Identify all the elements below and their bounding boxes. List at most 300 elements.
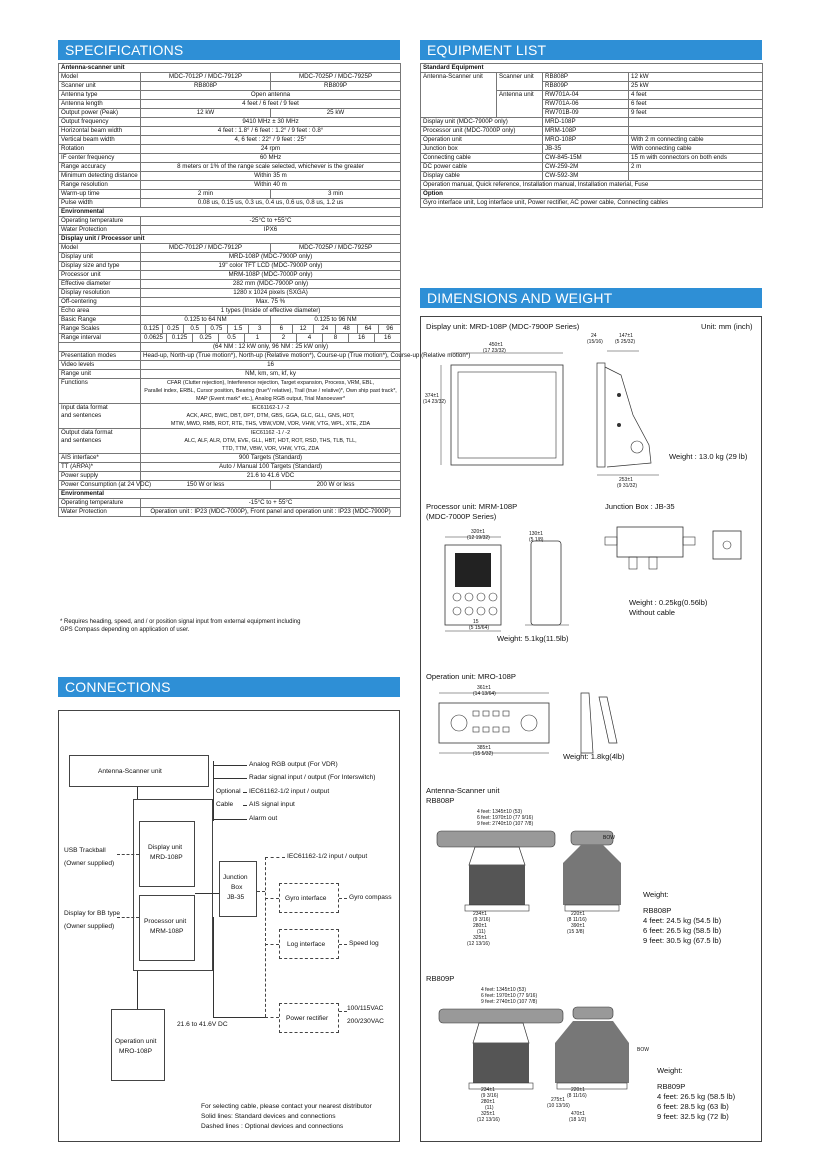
eq-cell [629, 127, 763, 136]
eq-cell [629, 172, 763, 181]
eq-cell: MRO-108P [543, 136, 629, 145]
dimensions-panel [420, 316, 762, 1142]
junction-box-title: Junction Box : JB-35 [605, 502, 675, 511]
eq-cell: RW701B-09 [543, 109, 629, 118]
spec-label [59, 343, 141, 352]
connector-line [137, 971, 138, 1009]
spec-label: TT (ARPA)* [59, 463, 141, 472]
connector-line [213, 819, 247, 820]
spec-line: Parallel index, ERBL, Cursor position, Bearing (true*/ relative), Trail (true / relative)*, Own ship past track*, [144, 388, 397, 394]
dashed-line [257, 891, 265, 892]
spec-value: 19" color TFT LCD (MDC-7900P only) [141, 262, 401, 271]
spec-label: Scanner unit [59, 82, 141, 91]
eq-cell: 12 kW [629, 73, 763, 82]
spec-value: 200 W or less [271, 481, 401, 490]
spec-row [59, 379, 401, 404]
spec-label: Basic Range [59, 316, 141, 325]
operation-unit-weight: Weight: 1.8kg(4lb) [563, 752, 625, 761]
spec-section-label: Environmental [59, 490, 401, 499]
dim-label: 361±1 [477, 685, 491, 691]
spec-grid [141, 334, 401, 343]
connector-line [213, 761, 214, 821]
dim-label: (14 13/64) [473, 691, 496, 697]
spec-row [59, 481, 401, 490]
spec-section-label: Antenna-scanner unit [59, 64, 401, 73]
spec-label: Range interval [59, 334, 141, 343]
range-value: 12 [292, 325, 314, 333]
spec-value: Max. 75 % [141, 298, 401, 307]
dim-label: (15/16) [587, 339, 603, 345]
spec-label: Output frequency [59, 118, 141, 127]
eq-cell: DC power cable [421, 163, 543, 172]
range-value: 0.5 [218, 334, 244, 342]
junction-model: JB-35 [227, 894, 245, 901]
rb809-weight-model: RB809P [657, 1082, 686, 1091]
spec-label: Display unit [59, 253, 141, 262]
range-value: 1 [244, 334, 270, 342]
spec-row [59, 307, 401, 316]
spec-label: Pulse width [59, 199, 141, 208]
dim-label: (11) [477, 929, 486, 935]
eq-cell: CW-592-3M [543, 172, 629, 181]
range-value: 0.75 [205, 325, 227, 333]
spec-value: Head-up, North-up (True motion*), North-up (Relative motion*), Course-up (True motion*), Course-up (Relative motion*) [141, 352, 401, 361]
dim-label: 4 feet: 1345±10 (53) [481, 987, 526, 993]
dim-label: 470±1 [571, 1111, 585, 1117]
spec-label: Input data format and sentences [59, 404, 141, 429]
gyro-interface-label: Gyro interface [285, 895, 327, 902]
dim-label: 220±1 [571, 911, 585, 917]
display-unit-model: MRD-108P [150, 854, 183, 861]
spec-row [59, 181, 401, 190]
rb809-weight-6ft: 6 feet: 28.5 kg (63 lb) [657, 1102, 729, 1111]
eq-cell: Operation unit [421, 136, 543, 145]
dim-label: (9 31/32) [617, 483, 638, 489]
spec-row [59, 244, 401, 253]
processor-unit-label: Processor unit [144, 918, 187, 925]
connector-line [213, 765, 247, 766]
spec-line: ACK, ARC, BWC, DBT, DPT, DTM, GBS, GGA, GLC, GLL, GNS, HDT, [186, 413, 355, 419]
spec-line: MTW, MWD, RMB, ROT, RTE, THS, VBW,VDM, VDR, VHW, VTG, WPL, XTE, ZDA [170, 421, 371, 427]
gyro-interface-box [279, 883, 339, 913]
eq-cell: 6 feet [629, 100, 763, 109]
spec-value: 8 meters or 1% of the range scale selected, whichever is the greater [141, 163, 401, 172]
spec-row [59, 298, 401, 307]
dim-label: 4 feet: 1345±10 (53) [477, 809, 522, 815]
spec-label: Presentation modes [59, 352, 141, 361]
dim-label: 9 feet: 2740±10 (107 7/8) [481, 999, 538, 1005]
antenna-scanner-label: Antenna-Scanner unit [98, 768, 162, 775]
spec-value: 24 rpm [141, 145, 401, 154]
dim-label: 280±1 [473, 923, 487, 929]
display-unit-title: Display unit: MRD-108P (MDC-7900P Series) [426, 322, 580, 331]
dashed-line [265, 898, 279, 899]
spec-label: Model [59, 73, 141, 82]
eq-cell: Antenna unit [497, 91, 543, 118]
spec-label: Functions [59, 379, 141, 404]
dim-label: (15 3/8) [567, 929, 585, 935]
dashed-line [117, 917, 139, 918]
spec-value: 60 MHz [141, 154, 401, 163]
dim-label: 325±1 [481, 1111, 495, 1117]
power-rectifier-box [279, 1003, 339, 1033]
spec-label: Effective diameter [59, 280, 141, 289]
spec-value: 4, 6 feet : 22° / 9 feet : 25° [141, 136, 401, 145]
option-label: Option [421, 190, 763, 199]
eq-cell: 2 m [629, 163, 763, 172]
spec-label: Minimum detecting distance [59, 172, 141, 181]
dim-label: 220±1 [571, 1087, 585, 1093]
dim-label: 280±1 [481, 1099, 495, 1105]
range-value: 16 [348, 334, 374, 342]
operation-unit-box [111, 1009, 165, 1081]
spec-multi-value [141, 379, 401, 404]
spec-row [59, 109, 401, 118]
spec-label: Warm-up time [59, 190, 141, 199]
spec-row [59, 190, 401, 199]
spec-row [59, 118, 401, 127]
connector-line [213, 917, 214, 1017]
rb808-weight-9ft: 9 feet: 30.5 kg (67.5 lb) [643, 936, 722, 945]
dim-label: 130±1 [529, 531, 543, 537]
dim-label: 9 feet: 2740±10 (107 7/8) [477, 821, 534, 827]
dim-label: (18 1/2) [569, 1117, 587, 1123]
manuals-row: Operation manual, Quick reference, Installation manual, Installation material, Fuse [421, 181, 763, 190]
dim-label: 24 [591, 333, 597, 339]
spec-value: MRD-108P (MDC-7900P only) [141, 253, 401, 262]
eq-cell: 4 feet [629, 91, 763, 100]
dim-label: (12 13/16) [477, 1117, 500, 1123]
eq-cell: RB809P [543, 82, 629, 91]
display-unit-label: Display unit [148, 844, 183, 851]
spec-label: Display resolution [59, 289, 141, 298]
spec-row [59, 463, 401, 472]
spec-row [59, 82, 401, 91]
range-value: 0.125 [166, 334, 192, 342]
equipment-table [420, 63, 763, 208]
spec-line: TTD, TTM, VBW, VDR, VHW, VTG, ZDA [222, 446, 319, 452]
signal-ais: AIS signal input [249, 801, 295, 808]
range-value: 16 [374, 334, 400, 342]
dim-label: (12 13/16) [467, 941, 490, 947]
spec-row [59, 100, 401, 109]
dim-label: 253±1 [619, 477, 633, 483]
connector-line [213, 1017, 265, 1018]
equipment-list-header: EQUIPMENT LIST [420, 40, 762, 60]
range-value: 48 [335, 325, 357, 333]
range-value: 4 [296, 334, 322, 342]
range-value: 0.0625 [144, 334, 163, 341]
spec-row [59, 154, 401, 163]
spec-section-label: Display unit / Processor unit [59, 235, 401, 244]
spec-line: CFAR (Clutter rejection), Interference rejection, Target expansion, Process, VRM, EBL, [167, 380, 374, 386]
range-value: 0.25 [162, 325, 184, 333]
dim-label: (5 1/8) [529, 537, 544, 543]
spec-value: -15°C to + 55°C [141, 499, 401, 508]
dc-label: 21.6 to 41.6V DC [177, 1021, 228, 1028]
dim-label: 390±1 [571, 923, 585, 929]
eq-cell: JB-35 [543, 145, 629, 154]
range-value: 0.5 [183, 325, 205, 333]
bow-label: BOW [603, 835, 615, 841]
dim-label: (17 23/32) [483, 348, 506, 354]
spec-line: IEC61162 -1 / -2 [250, 430, 291, 436]
operation-unit-title: Operation unit: MRO-108P [426, 672, 516, 681]
vac-1-label: 100/115VAC [347, 1005, 384, 1012]
eq-cell: RW701A-06 [543, 100, 629, 109]
eq-cell: Display cable [421, 172, 543, 181]
spec-value: 282 mm (MDC-7900P only) [141, 280, 401, 289]
spec-row [59, 334, 401, 343]
dim-label: 325±1 [473, 935, 487, 941]
spec-label: AIS interface* [59, 454, 141, 463]
spec-label: Range unit [59, 370, 141, 379]
spec-footnote: * Requires heading, speed, and / or position signal input from external equipment including GPS Compass depending on application of user. [60, 619, 301, 633]
dim-label: (5 25/32) [615, 339, 636, 345]
connections-header: CONNECTIONS [58, 677, 400, 697]
spec-label: Range resolution [59, 181, 141, 190]
spec-row [59, 404, 401, 429]
spec-row [59, 172, 401, 181]
display-unit-drawing [431, 335, 671, 485]
eq-cell: RB808P [543, 73, 629, 82]
processor-unit-box [139, 895, 195, 961]
rb809-weight-label: Weight: [657, 1066, 683, 1075]
spec-value: 3 min [271, 190, 401, 199]
spec-row [59, 499, 401, 508]
spec-value: RB808P [141, 82, 271, 91]
connector-line [213, 778, 247, 779]
dashed-line [339, 1011, 347, 1012]
operation-unit-label: Operation unit [115, 1038, 157, 1045]
spec-value: Auto / Manual 100 Targets (Standard) [141, 463, 401, 472]
spec-value: 1280 x 1024 pixels (SXGA) [141, 289, 401, 298]
spec-section-label: Environmental [59, 208, 401, 217]
spec-value: Within 35 m [141, 172, 401, 181]
eq-cell: 25 kW [629, 82, 763, 91]
dim-label: (12 19/32) [467, 535, 490, 541]
spec-row [59, 226, 401, 235]
spec-value: MDC-7025P / MDC-7925P [271, 244, 401, 253]
spec-value: -25°C to +55°C [141, 217, 401, 226]
dim-label: 374±1 [425, 393, 439, 399]
spec-row [59, 199, 401, 208]
rb808-weight-label: Weight: [643, 890, 669, 899]
spec-row [59, 508, 401, 517]
dashed-line [265, 857, 285, 858]
spec-value: 1 types (Inside of effective diameter) [141, 307, 401, 316]
range-value: 1.5 [227, 325, 249, 333]
cable-label: Cable [216, 801, 234, 808]
spec-value: MDC-7012P / MDC-7912P [141, 244, 271, 253]
eq-cell: With 2 m connecting cable [629, 136, 763, 145]
junction-box-weight: Weight : 0.25kg(0.56lb) [629, 598, 708, 607]
iec-io-label: IEC61162-1/2 input / output [287, 853, 368, 860]
spec-row [59, 136, 401, 145]
dim-label: 6 feet: 1970±10 (77 9/16) [481, 993, 538, 999]
eq-cell: CW-259-2M [543, 163, 629, 172]
spec-label: Output data format and sentences [59, 429, 141, 454]
unit-label: Unit: mm (inch) [701, 322, 753, 331]
rb809-weight-9ft: 9 feet: 32.5 kg (72 lb) [657, 1112, 729, 1121]
spec-value: Within 40 m [141, 181, 401, 190]
spec-label: Operating temperature [59, 217, 141, 226]
processor-unit-drawing [433, 531, 583, 641]
spec-label: Model [59, 244, 141, 253]
rb809-title: RB809P [426, 974, 455, 983]
eq-cell: Junction box [421, 145, 543, 154]
spec-label: Processor unit [59, 271, 141, 280]
spec-label: Range accuracy [59, 163, 141, 172]
dim-label: (8 11/16) [567, 1093, 587, 1099]
dim-label: (10 13/16) [547, 1103, 570, 1109]
dashed-line [265, 1017, 279, 1018]
owner-supplied-1: (Owner supplied) [64, 860, 115, 867]
dim-label: (11) [485, 1105, 494, 1111]
spec-label: Water Protection [59, 226, 141, 235]
eq-cell [629, 118, 763, 127]
dim-label: 275±1 [551, 1097, 565, 1103]
spec-row [59, 253, 401, 262]
eq-cell: MRD-108P [543, 118, 629, 127]
spec-value: MDC-7025P / MDC-7925P [271, 73, 401, 82]
log-interface-label: Log interface [287, 941, 326, 948]
dashed-line [339, 944, 347, 945]
range-value: 8 [322, 334, 348, 342]
speed-log-label: Speed log [349, 940, 379, 947]
usb-trackball-label: USB Trackball [64, 847, 106, 854]
spec-value: MDC-7012P / MDC-7912P [141, 73, 271, 82]
eq-cell: RW701A-04 [543, 91, 629, 100]
antenna-title: Antenna-Scanner unit [426, 786, 500, 795]
spec-value: 4 feet : 1.8° / 6 feet : 1.2° / 9 feet : 0.8° [141, 127, 401, 136]
rb808-weight-4ft: 4 feet: 24.5 kg (54.5 lb) [643, 916, 722, 925]
dim-label: 385±1 [477, 745, 491, 751]
dim-label: (9 3/16) [481, 1093, 499, 1099]
range-value: 96 [378, 325, 400, 333]
spec-line: IEC61162-1 / -2 [251, 405, 290, 411]
eq-cell: 9 feet [629, 109, 763, 118]
junction-box-note: Without cable [629, 608, 676, 617]
signal-alarm: Alarm out [249, 815, 278, 822]
spec-row [59, 472, 401, 481]
processor-unit-series: (MDC-7000P Series) [426, 512, 497, 521]
spec-label: Power supply [59, 472, 141, 481]
spec-value: MRM-108P (MDC-7000P only) [141, 271, 401, 280]
signal-iec: IEC61162-1/2 input / output [249, 788, 330, 795]
range-value: 0.125 [143, 325, 160, 332]
spec-label: Water Protection [59, 508, 141, 517]
spec-value: 150 W or less [141, 481, 271, 490]
connector-line [243, 805, 247, 806]
spec-row [59, 352, 401, 361]
spec-value: 2 min [141, 190, 271, 199]
spec-label: IF center frequency [59, 154, 141, 163]
display-unit-weight: Weight : 13.0 kg (29 lb) [669, 452, 748, 461]
spec-label: Echo area [59, 307, 141, 316]
spec-row [59, 262, 401, 271]
spec-value: 16 [141, 361, 401, 370]
signal-rgb: Analog RGB output (For VDR) [249, 761, 338, 768]
spec-value: 25 kW [271, 109, 401, 118]
junction-box-drawing [601, 517, 751, 597]
processor-unit-title: Processor unit: MRM-108P [426, 502, 518, 511]
dim-label: (9 3/16) [473, 917, 491, 923]
dim-label: (8 11/16) [567, 917, 587, 923]
range-value: 2 [270, 334, 296, 342]
spec-row [59, 217, 401, 226]
spec-row [59, 163, 401, 172]
spec-value: 21.6 to 41.6 VDC [141, 472, 401, 481]
range-value: 64 [357, 325, 379, 333]
dim-label: 234±1 [481, 1087, 495, 1093]
antenna-scanner-box [69, 755, 209, 787]
spec-line: MAP (Event mark* etc.), Analog RGB output, Trial Manoeuver* [195, 396, 346, 402]
connector-line [195, 893, 219, 894]
spec-value: Open antenna [141, 91, 401, 100]
specifications-header: SPECIFICATIONS [58, 40, 400, 60]
spec-value: 0.125 to 96 NM [271, 316, 401, 325]
spec-value: 900 Targets (Standard) [141, 454, 401, 463]
spec-row [59, 271, 401, 280]
range-value: 0.25 [192, 334, 218, 342]
spec-value: 12 kW [141, 109, 271, 118]
dim-label: 320±1 [471, 529, 485, 535]
dim-label: (15 5/32) [473, 751, 494, 757]
junction-box-label: Box [231, 884, 243, 891]
spec-multi-value [141, 404, 401, 429]
spec-multi-value [141, 429, 401, 454]
note-solid: Solid lines: Standard devices and connections [201, 1113, 336, 1120]
spec-row [59, 325, 401, 334]
spec-row [59, 73, 401, 82]
eq-cell: Scanner unit [497, 73, 543, 91]
spec-label: Antenna length [59, 100, 141, 109]
spec-label: Operating temperature [59, 499, 141, 508]
eq-cell: MRM-108P [543, 127, 629, 136]
dim-label: 15 [473, 619, 479, 625]
spec-row [59, 429, 401, 454]
eq-cell: 15 m with connectors on both ends [629, 154, 763, 163]
standard-equipment-label: Standard Equipment [421, 64, 763, 73]
note-cable: For selecting cable, please contact your nearest distributor [201, 1103, 372, 1110]
spec-row [59, 127, 401, 136]
range-value: 3 [248, 325, 270, 333]
spec-row [59, 289, 401, 298]
processor-unit-weight: Weight: 5.1kg(11.5lb) [497, 634, 569, 643]
spec-value: 4 feet / 6 feet / 9 feet [141, 100, 401, 109]
optional-label: Optional [216, 788, 241, 795]
dashed-line [339, 898, 347, 899]
spec-row [59, 145, 401, 154]
eq-cell: Processor unit (MDC-7000P only) [421, 127, 543, 136]
junction-label: Junction [223, 874, 248, 881]
dashed-line [117, 854, 139, 855]
rb808-drawing [431, 823, 631, 943]
spec-row [59, 370, 401, 379]
dimensions-header: DIMENSIONS AND WEIGHT [420, 288, 762, 308]
dim-label: 234±1 [473, 911, 487, 917]
spec-value: NM, km, sm, kf, ky [141, 370, 401, 379]
dim-label: (5 15/64) [469, 625, 490, 631]
vac-2-label: 200/230VAC [347, 1018, 384, 1025]
spec-row [59, 91, 401, 100]
option-row: Gyro interface unit, Log interface unit, Power rectifier, AC power cable, Connecting cables [421, 199, 763, 208]
rb808-title: RB808P [426, 796, 455, 805]
dim-label: 147±1 [619, 333, 633, 339]
bow-label: BOW [637, 1047, 649, 1053]
connector-line [243, 792, 247, 793]
